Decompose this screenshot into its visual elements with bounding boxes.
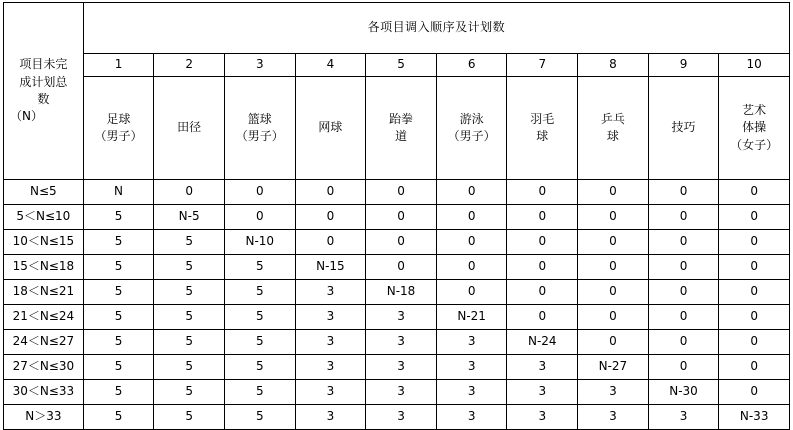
table-row xyxy=(4,405,790,430)
table-cell: N-5 xyxy=(154,205,225,230)
table-cell: 3 xyxy=(295,405,366,430)
table-title: 各项目调入顺序及计划数 xyxy=(83,3,789,54)
column-name-1-line-1: 足球 xyxy=(106,111,131,126)
table-cell: 0 xyxy=(719,355,790,380)
column-name-9 xyxy=(648,77,719,180)
table-cell: 3 xyxy=(366,405,437,430)
corner-line-2: 成计划总 xyxy=(19,74,68,89)
table-cell: 3 xyxy=(366,380,437,405)
table-cell: 0 xyxy=(366,230,437,255)
table-cell: N xyxy=(83,180,154,205)
row-header: 24＜N≤27 xyxy=(4,330,84,355)
table-cell: 0 xyxy=(719,205,790,230)
column-name-row xyxy=(4,77,790,180)
table-row xyxy=(4,180,790,205)
corner-unit: （N） xyxy=(10,109,43,124)
table-cell: 0 xyxy=(436,280,507,305)
row-header: 15＜N≤18 xyxy=(4,255,84,280)
table-cell: 5 xyxy=(224,280,295,305)
table-cell: 5 xyxy=(224,355,295,380)
table-cell: 3 xyxy=(436,355,507,380)
table-row xyxy=(4,355,790,380)
column-number-7: 7 xyxy=(507,54,578,77)
table-cell: 5 xyxy=(224,305,295,330)
table-row xyxy=(4,255,790,280)
table-cell: 3 xyxy=(507,405,578,430)
table-cell: 0 xyxy=(578,180,649,205)
table-cell: 5 xyxy=(83,230,154,255)
table-cell: 0 xyxy=(578,230,649,255)
table-row xyxy=(4,380,790,405)
column-name-8-line-1: 乒乓 xyxy=(600,111,625,126)
table-cell: 0 xyxy=(648,230,719,255)
table-cell: 0 xyxy=(507,305,578,330)
column-name-6 xyxy=(436,77,507,180)
table-cell: N-21 xyxy=(436,305,507,330)
table-cell: N-33 xyxy=(719,405,790,430)
table-cell: 0 xyxy=(436,205,507,230)
table-cell: 5 xyxy=(154,330,225,355)
table-cell: 5 xyxy=(154,405,225,430)
table-cell: 0 xyxy=(719,305,790,330)
row-header: 18＜N≤21 xyxy=(4,280,84,305)
table-cell: 0 xyxy=(366,180,437,205)
table-cell: 5 xyxy=(224,330,295,355)
column-name-7-line-2: 球 xyxy=(536,129,549,143)
column-name-10-line-3: （女子） xyxy=(730,137,779,152)
column-name-3-line-2: （男子） xyxy=(235,129,284,143)
table-cell: 0 xyxy=(507,180,578,205)
table-cell: 5 xyxy=(83,405,154,430)
table-cell: 3 xyxy=(648,405,719,430)
table-cell: 0 xyxy=(295,230,366,255)
table-cell: N-10 xyxy=(224,230,295,255)
column-name-7 xyxy=(507,77,578,180)
table-cell: 3 xyxy=(295,305,366,330)
column-name-2-line-1: 田径 xyxy=(177,120,202,135)
table-cell: 0 xyxy=(507,255,578,280)
table-cell: 5 xyxy=(154,380,225,405)
table-cell: 5 xyxy=(154,255,225,280)
table-body xyxy=(4,3,790,430)
table-cell: 0 xyxy=(507,280,578,305)
table-row xyxy=(4,205,790,230)
table-cell: 5 xyxy=(83,330,154,355)
table-cell: 5 xyxy=(83,355,154,380)
column-name-6-line-1: 游泳 xyxy=(459,111,484,126)
column-number-3: 3 xyxy=(224,54,295,77)
table-cell: 0 xyxy=(648,180,719,205)
table-cell: 0 xyxy=(719,255,790,280)
table-cell: 0 xyxy=(507,230,578,255)
table-cell: 3 xyxy=(578,405,649,430)
column-name-4 xyxy=(295,77,366,180)
table-cell: 0 xyxy=(578,205,649,230)
column-number-8: 8 xyxy=(578,54,649,77)
table-cell: N-24 xyxy=(507,330,578,355)
table-row xyxy=(4,230,790,255)
table-cell: 5 xyxy=(83,305,154,330)
column-name-8-line-2: 球 xyxy=(606,129,619,143)
table-cell: 5 xyxy=(224,255,295,280)
table-cell: 0 xyxy=(578,330,649,355)
table-cell: 0 xyxy=(366,205,437,230)
column-name-9-line-1: 技巧 xyxy=(671,120,696,135)
table-cell: 3 xyxy=(295,355,366,380)
row-header: 27＜N≤30 xyxy=(4,355,84,380)
column-number-5: 5 xyxy=(366,54,437,77)
table-cell: 0 xyxy=(719,180,790,205)
column-name-5-line-1: 跆拳 xyxy=(389,111,414,126)
table-corner-header xyxy=(4,3,84,180)
row-header: 5＜N≤10 xyxy=(4,205,84,230)
column-number-6: 6 xyxy=(436,54,507,77)
row-header: N＞33 xyxy=(4,405,84,430)
table-cell: 5 xyxy=(83,255,154,280)
table-cell: N-30 xyxy=(648,380,719,405)
table-cell: 0 xyxy=(648,205,719,230)
column-name-5-line-2: 道 xyxy=(395,129,408,143)
table-cell: 0 xyxy=(507,205,578,230)
table-cell: 0 xyxy=(154,180,225,205)
table-row xyxy=(4,330,790,355)
column-number-4: 4 xyxy=(295,54,366,77)
table-cell: 0 xyxy=(648,330,719,355)
table-cell: 3 xyxy=(507,355,578,380)
table-cell: 0 xyxy=(719,380,790,405)
table-row xyxy=(4,280,790,305)
table-cell: N-27 xyxy=(578,355,649,380)
table-cell: 3 xyxy=(366,355,437,380)
table-cell: 0 xyxy=(648,355,719,380)
document-page xyxy=(0,2,793,424)
table-cell: 0 xyxy=(719,280,790,305)
column-number-10: 10 xyxy=(719,54,790,77)
table-cell: 5 xyxy=(154,305,225,330)
table-cell: 0 xyxy=(436,255,507,280)
table-cell: 0 xyxy=(224,205,295,230)
table-cell: 0 xyxy=(648,255,719,280)
corner-line-3: 数 xyxy=(37,92,50,106)
column-name-2 xyxy=(154,77,225,180)
table-cell: 3 xyxy=(578,380,649,405)
row-header: 21＜N≤24 xyxy=(4,305,84,330)
table-cell: 5 xyxy=(83,205,154,230)
column-name-6-line-2: （男子） xyxy=(447,129,496,143)
table-cell: 3 xyxy=(366,330,437,355)
table-cell: 0 xyxy=(578,280,649,305)
table-cell: 3 xyxy=(366,305,437,330)
column-name-5 xyxy=(366,77,437,180)
row-header: N≤5 xyxy=(4,180,84,205)
table-cell: 0 xyxy=(295,180,366,205)
row-header: 10＜N≤15 xyxy=(4,230,84,255)
column-name-1 xyxy=(83,77,154,180)
column-name-8 xyxy=(578,77,649,180)
column-number-9: 9 xyxy=(648,54,719,77)
table-cell: 3 xyxy=(436,380,507,405)
column-name-7-line-1: 羽毛 xyxy=(530,111,555,126)
table-cell: 0 xyxy=(224,180,295,205)
column-name-3 xyxy=(224,77,295,180)
table-cell: 0 xyxy=(648,305,719,330)
table-cell: N-15 xyxy=(295,255,366,280)
table-cell: 0 xyxy=(295,205,366,230)
table-cell: 0 xyxy=(578,305,649,330)
table-cell: N-18 xyxy=(366,280,437,305)
table-cell: 3 xyxy=(507,380,578,405)
table-cell: 3 xyxy=(436,405,507,430)
column-name-10 xyxy=(719,77,790,180)
table-cell: 5 xyxy=(154,230,225,255)
column-number-1: 1 xyxy=(83,54,154,77)
plan-allocation-table xyxy=(3,2,790,430)
column-name-10-line-2: 体操 xyxy=(742,120,767,135)
column-number-2: 2 xyxy=(154,54,225,77)
table-cell: 5 xyxy=(224,380,295,405)
table-cell: 5 xyxy=(224,405,295,430)
column-name-1-line-2: （男子） xyxy=(94,129,143,143)
table-cell: 0 xyxy=(648,280,719,305)
table-cell: 0 xyxy=(366,255,437,280)
table-header-title-row xyxy=(4,3,790,54)
table-cell: 3 xyxy=(295,330,366,355)
table-cell: 3 xyxy=(295,280,366,305)
table-cell: 3 xyxy=(295,380,366,405)
corner-line-1: 项目未完 xyxy=(19,57,68,72)
table-cell: 5 xyxy=(83,280,154,305)
row-header: 30＜N≤33 xyxy=(4,380,84,405)
table-cell: 0 xyxy=(578,255,649,280)
table-cell: 0 xyxy=(719,330,790,355)
column-name-10-line-1: 艺术 xyxy=(742,102,767,117)
table-row xyxy=(4,305,790,330)
table-cell: 3 xyxy=(436,330,507,355)
table-cell: 0 xyxy=(719,230,790,255)
table-cell: 5 xyxy=(154,355,225,380)
column-name-4-line-1: 网球 xyxy=(318,120,343,135)
table-cell: 0 xyxy=(436,180,507,205)
table-cell: 5 xyxy=(154,280,225,305)
column-number-row xyxy=(4,54,790,77)
table-cell: 0 xyxy=(436,230,507,255)
table-cell: 5 xyxy=(83,380,154,405)
column-name-3-line-1: 篮球 xyxy=(247,111,272,126)
